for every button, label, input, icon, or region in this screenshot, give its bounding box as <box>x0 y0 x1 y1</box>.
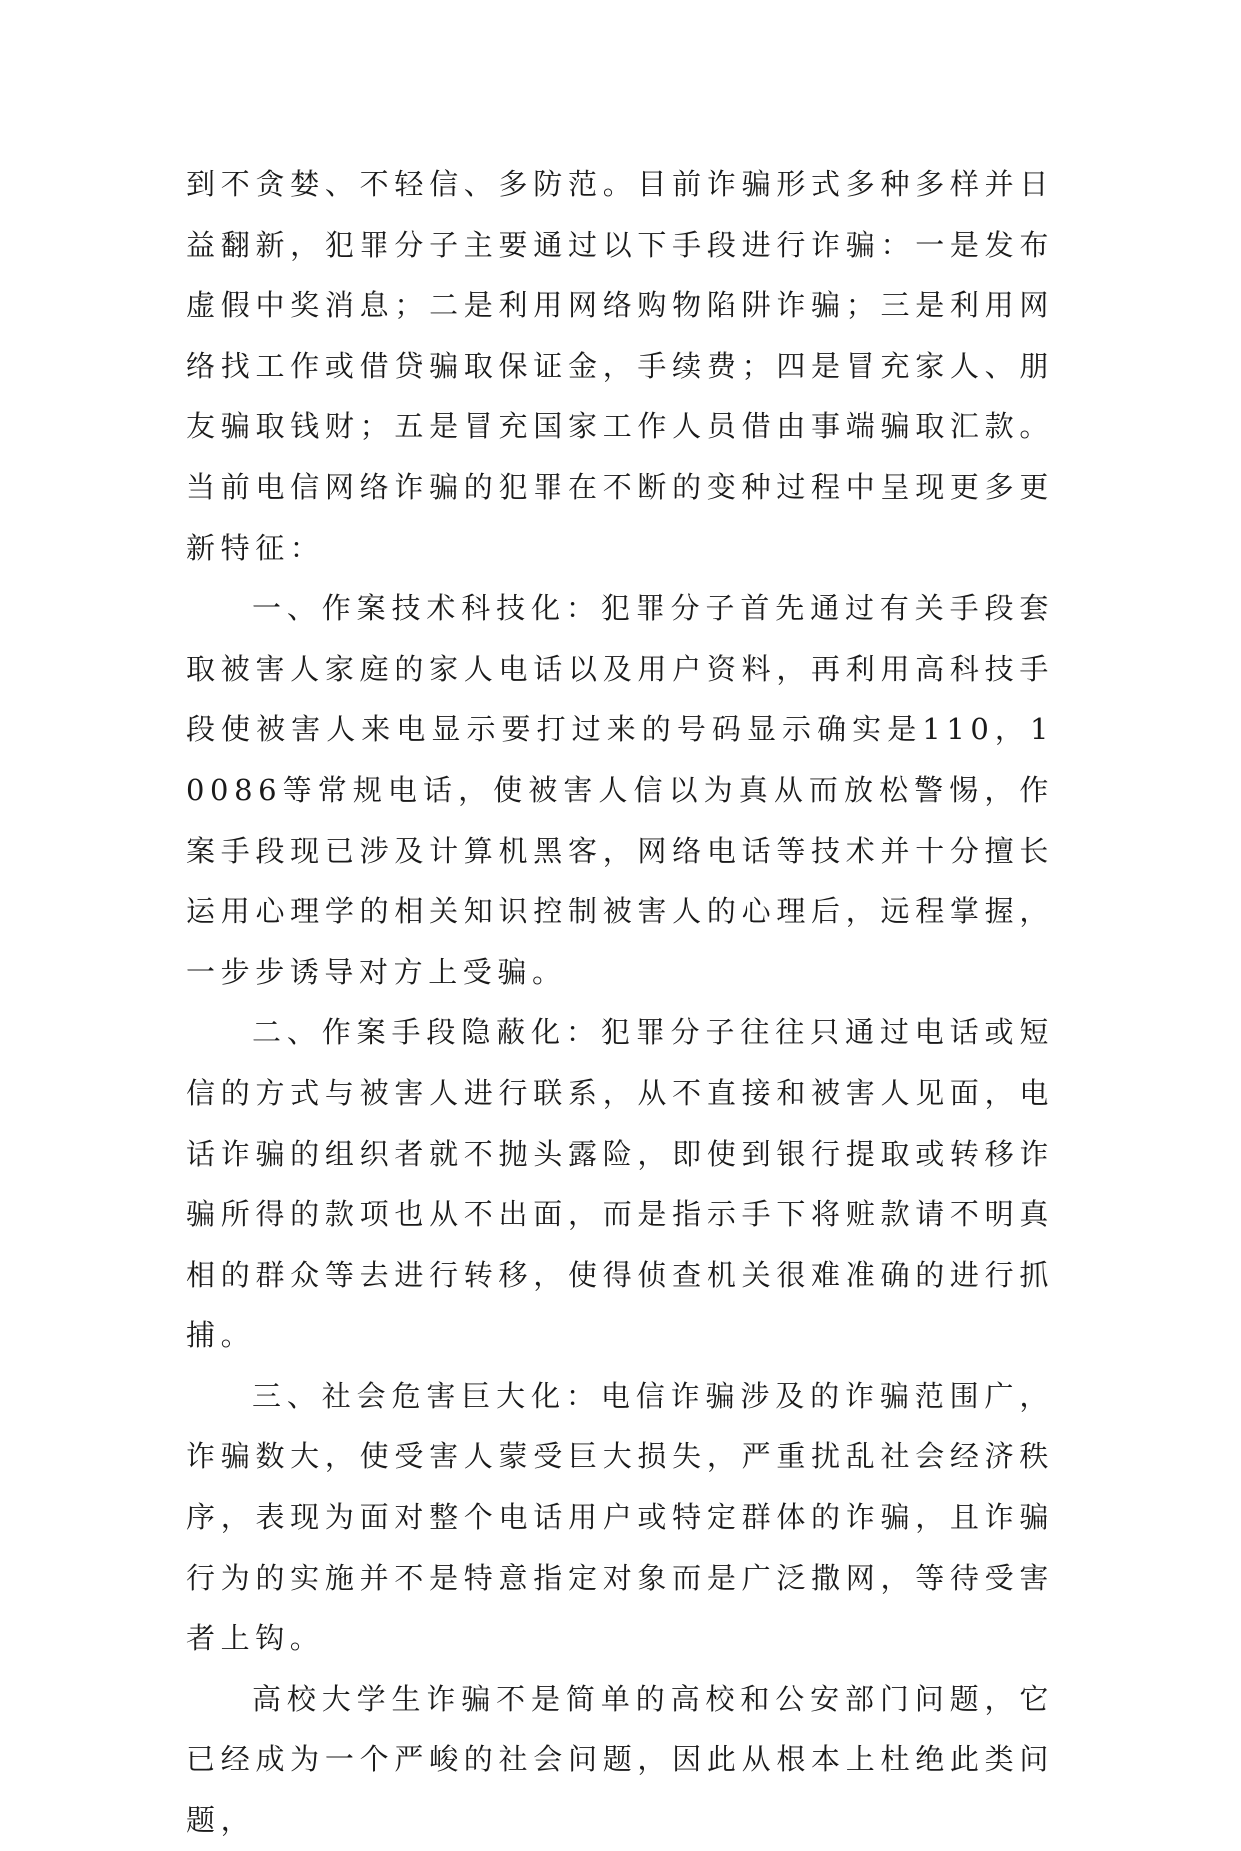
paragraph-4: 三、社会危害巨大化：电信诈骗涉及的诈骗范围广，诈骗数大，使受害人蒙受巨大损失，严重扰乱社会经济秩序，表现为面对整个电话用户或特定群体的诈骗，且诈骗行为的实施并不是特意指定对象而是广泛撒网，等待受害者上钩。 <box>186 1378 1054 1656</box>
paragraph-1: 到不贪婪、不轻信、多防范。目前诈骗形式多种多样并日益翻新，犯罪分子主要通过以下手段进行诈骗：一是发布虚假中奖消息；二是利用网络购物陷阱诈骗；三是利用网络找工作或借贷骗取保证金，手续费；四是冒充家人、朋友骗取钱财；五是冒充国家工作人员借由事端骗取汇款。当前电信网络诈骗的犯罪在不断的变种过程中呈现更多更新特征： <box>186 167 1054 565</box>
paragraph-2: 一、作案技术科技化：犯罪分子首先通过有关手段套取被害人家庭的家人电话以及用户资料，再利用高科技手段使被害人来电显示要打过来的号码显示确实是110，10086等常规电话，使被害人信以为真从而放松警惕，作案手段现已涉及计算机黑客，网络电话等技术并十分擅长运用心理学的相关知识控制被害人的心理后，远程掌握，一步步诱导对方上受骗。 <box>186 591 1054 989</box>
document-body <box>186 154 1054 1851</box>
paragraph-3: 二、作案手段隐蔽化：犯罪分子往往只通过电话或短信的方式与被害人进行联系，从不直接和被害人见面，电话诈骗的组织者就不抛头露险，即使到银行提取或转移诈骗所得的款项也从不出面，而是指示手下将赃款请不明真相的群众等去进行转移，使得侦查机关很难准确的进行抓捕。 <box>186 1015 1054 1353</box>
paragraph-5: 高校大学生诈骗不是简单的高校和公安部门问题，它已经成为一个严峻的社会问题，因此从根本上杜绝此类问题， <box>186 1681 1054 1838</box>
